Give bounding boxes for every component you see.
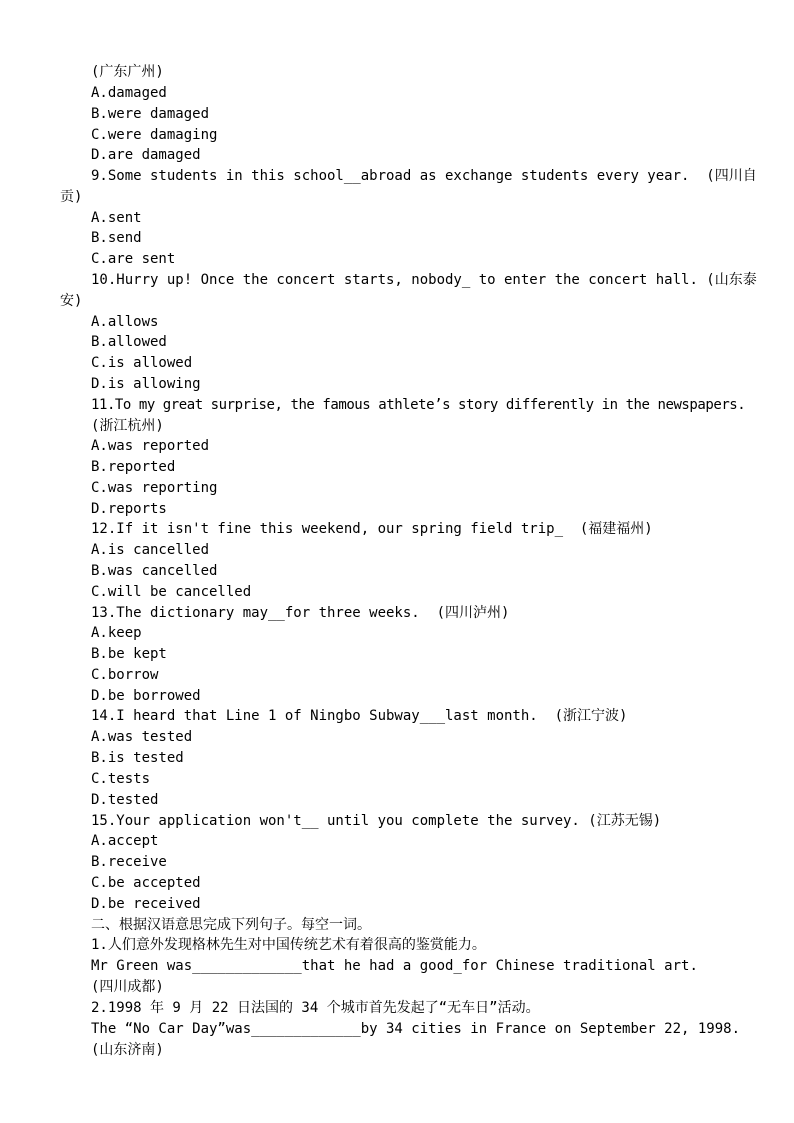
q9-option-a: A.sent	[91, 210, 142, 226]
section-two-heading: 二、根据汉语意思完成下列句子。每空一词。	[91, 917, 371, 933]
q15-option-b: B.receive	[91, 854, 167, 870]
q8-option-a: A.damaged	[91, 85, 167, 101]
q10-question: 10.Hurry up! Once the concert starts, nobody_ to enter the concert hall. (山东泰	[91, 272, 757, 288]
q14-option-a: A.was tested	[91, 729, 193, 745]
q13-option-b: B.be kept	[91, 646, 167, 662]
q13-question: 13.The dictionary may__for three weeks. (四川泸州)	[91, 605, 510, 621]
s2-q2-source: (山东济南)	[91, 1042, 164, 1058]
q11-option-a: A.was reported	[91, 438, 210, 454]
q8-option-d: D.are damaged	[91, 147, 201, 163]
q8-option-c: C.were damaging	[91, 127, 218, 143]
q12-option-c: C.will be cancelled	[91, 584, 252, 600]
q11-option-d: D.reports	[91, 501, 167, 517]
q15-option-a: A.accept	[91, 833, 159, 849]
q15-option-c: C.be accepted	[91, 875, 201, 891]
q10-option-b: B.allowed	[91, 334, 167, 350]
q12-option-a: A.is cancelled	[91, 542, 210, 558]
q9-question: 9.Some students in this school__abroad as exchange students every year. (四川自	[91, 168, 757, 184]
q10-option-c: C.is allowed	[91, 355, 193, 371]
q11-source: (浙江杭州)	[91, 418, 164, 434]
q8-source: (广东广州)	[91, 64, 164, 80]
q15-question: 15.Your application won't__ until you complete the survey. (江苏无锡)	[91, 813, 662, 829]
q13-option-c: C.borrow	[91, 667, 159, 683]
q9-option-c: C.are sent	[91, 251, 176, 267]
s2-q2-chinese: 2.1998 年 9 月 22 日法国的 34 个城市首先发起了“无车日”活动。	[91, 1000, 540, 1016]
q11-option-b: B.reported	[91, 459, 176, 475]
q15-option-d: D.be received	[91, 896, 201, 912]
q9-question-cont: 贡)	[60, 189, 83, 205]
s2-q1-source: (四川成都)	[91, 979, 164, 995]
q11-question: 11.To my great surprise, the famous athlete’s story differently in the newspapers.	[91, 397, 746, 413]
q12-option-b: B.was cancelled	[91, 563, 218, 579]
q10-option-a: A.allows	[91, 314, 159, 330]
s2-q1-english: Mr Green was_____________that he had a good_for Chinese traditional art.	[91, 958, 698, 974]
q14-option-c: C.tests	[91, 771, 151, 787]
q14-option-b: B.is tested	[91, 750, 184, 766]
q14-question: 14.I heard that Line 1 of Ningbo Subway___last month. (浙江宁波)	[91, 708, 628, 724]
q10-option-d: D.is allowing	[91, 376, 201, 392]
q11-option-c: C.was reporting	[91, 480, 218, 496]
q12-question: 12.If it isn't fine this weekend, our spring field trip_ (福建福州)	[91, 521, 653, 537]
q8-option-b: B.were damaged	[91, 106, 210, 122]
q14-option-d: D.tested	[91, 792, 159, 808]
s2-q1-chinese: 1.人们意外发现格林先生对中国传统艺术有着很高的鉴赏能力。	[91, 937, 486, 953]
q10-question-cont: 安)	[60, 293, 83, 309]
q9-option-b: B.send	[91, 230, 142, 246]
q13-option-a: A.keep	[91, 625, 142, 641]
s2-q2-english: The “No Car Day”was_____________by 34 cities in France on September 22, 1998.	[91, 1021, 741, 1037]
q13-option-d: D.be borrowed	[91, 688, 201, 704]
